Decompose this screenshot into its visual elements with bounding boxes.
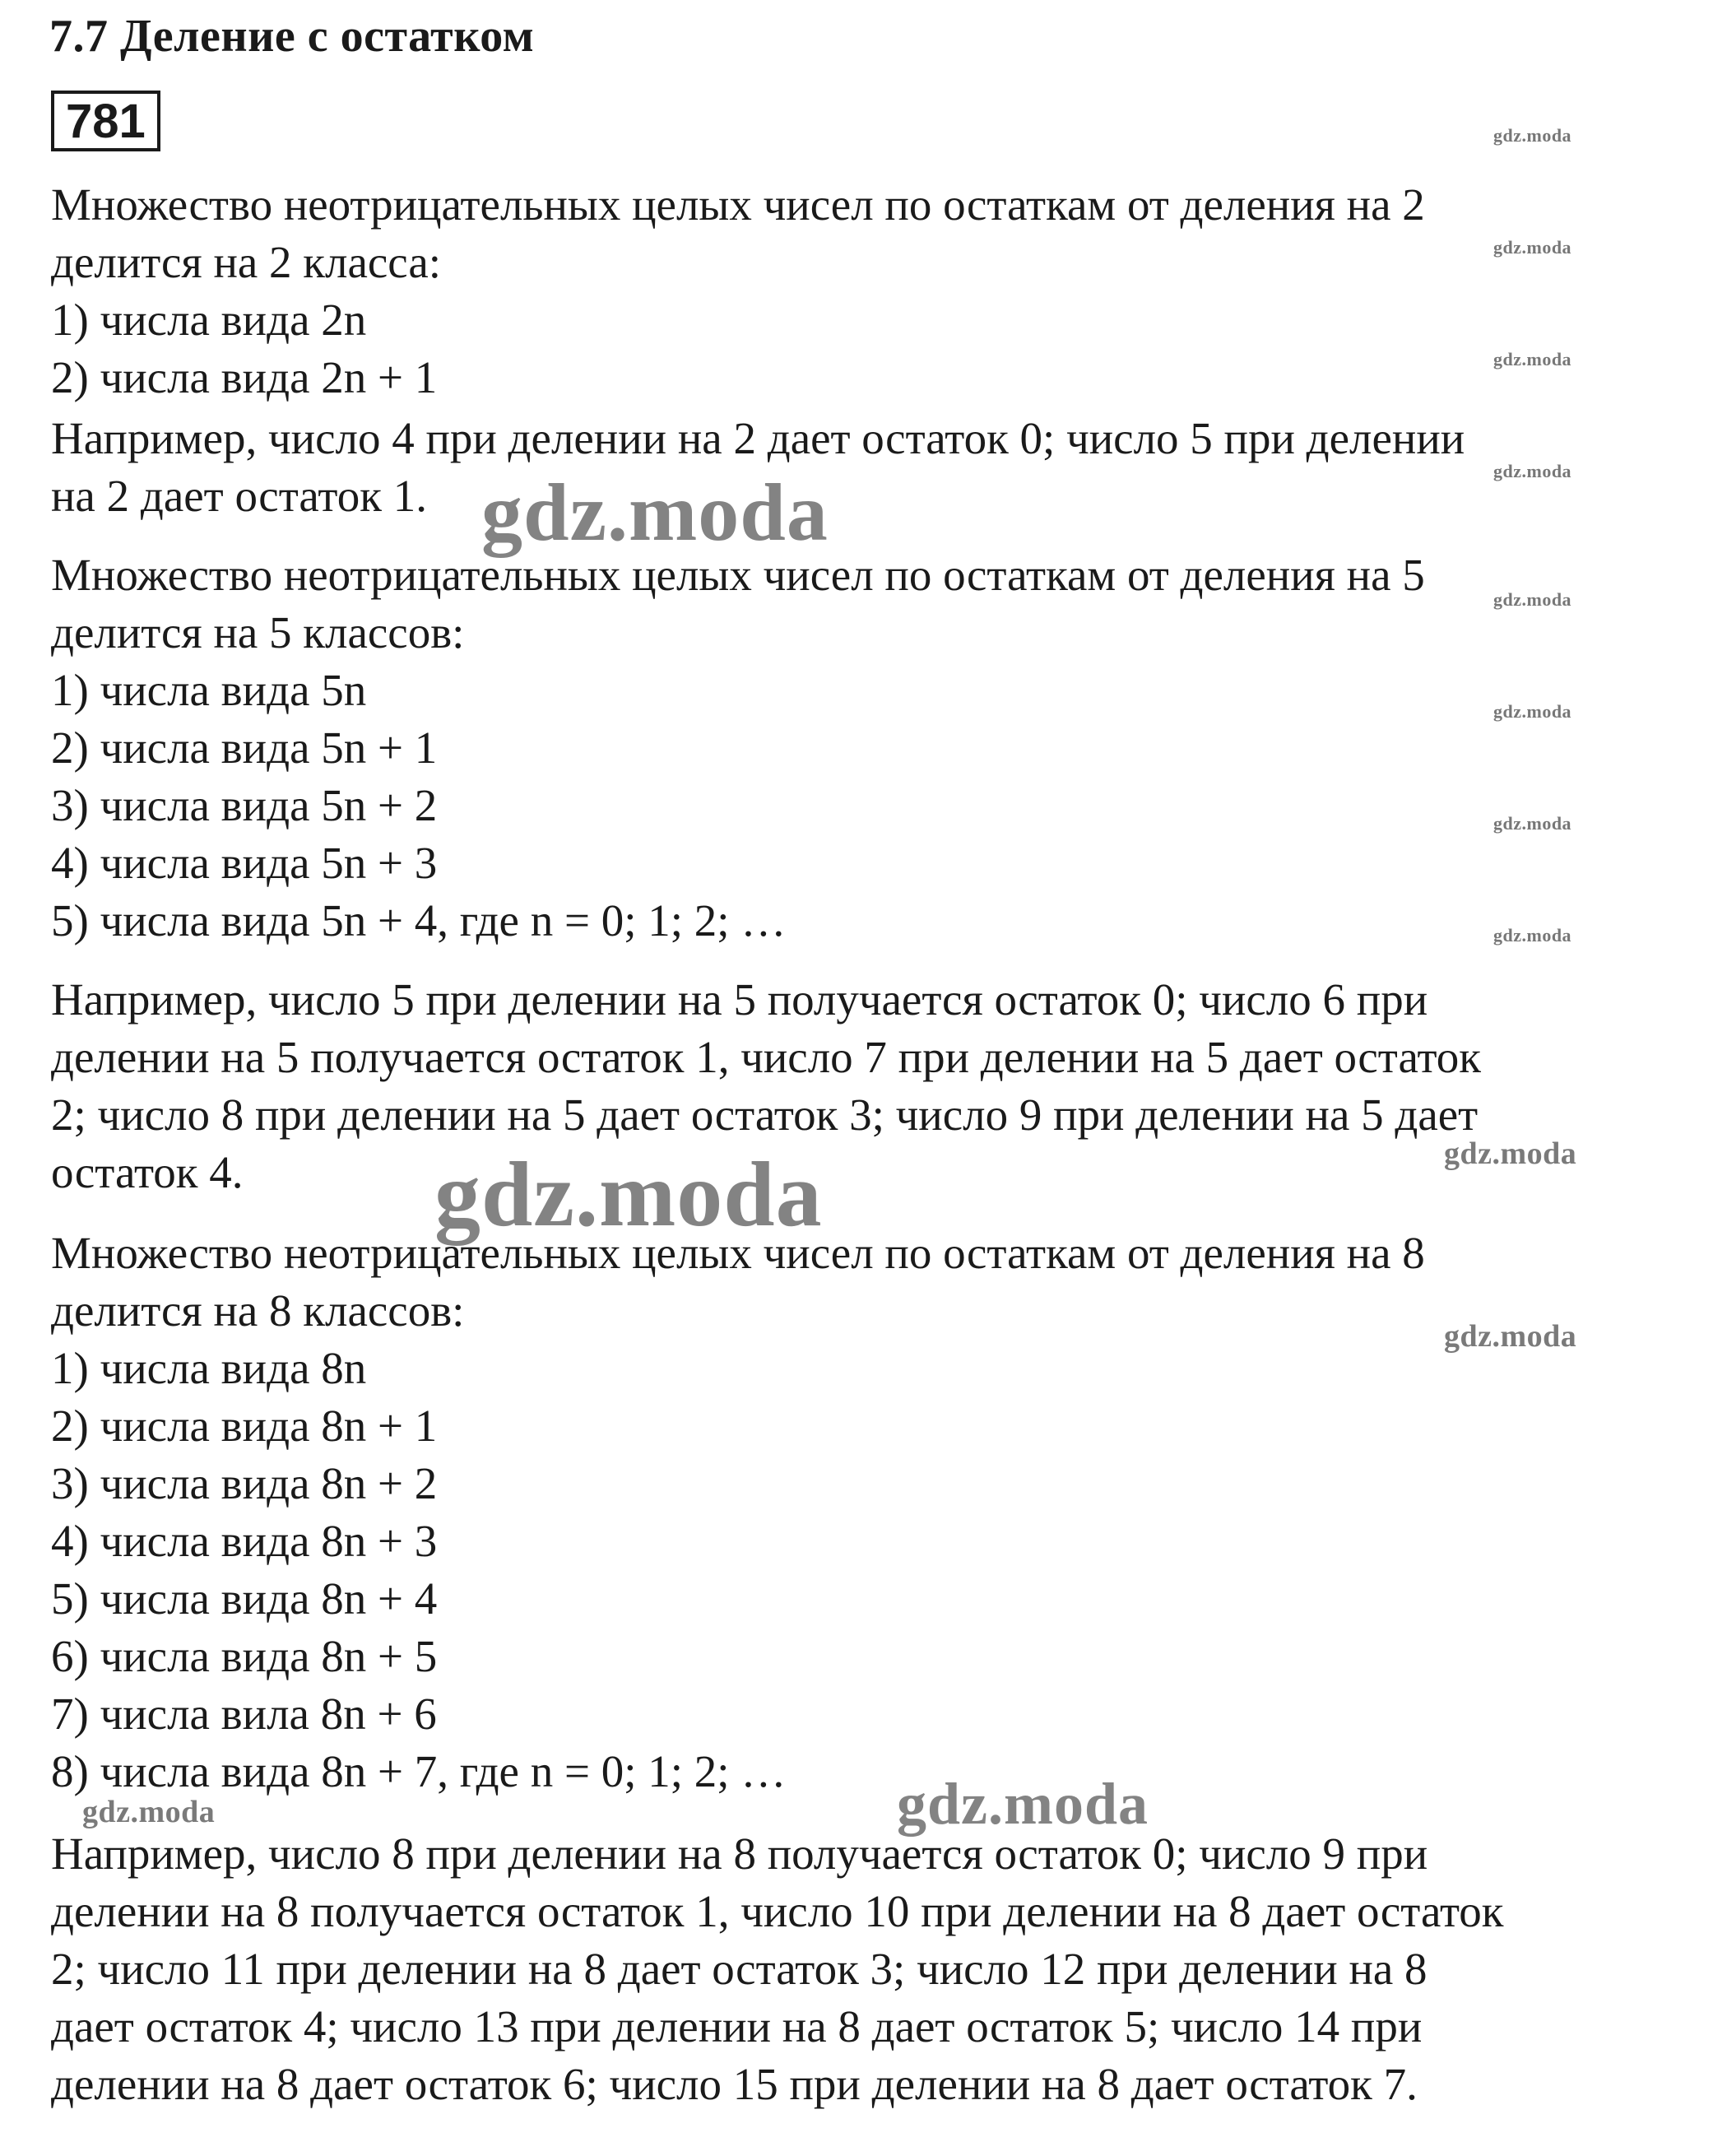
text-line: 1) числа вида 2n [51, 295, 367, 345]
watermark: gdz.moda [1493, 813, 1572, 834]
watermark: gdz.moda [1493, 349, 1572, 369]
text-line: Например, число 4 при делении на 2 дает остаток 0; число 5 при делении [51, 413, 1465, 463]
text-line: 4) числа вида 8n + 3 [51, 1516, 438, 1566]
text-line: 2; число 8 при делении на 5 дает остаток 3; число 9 при делении на 5 дает [51, 1090, 1479, 1140]
text-line: остаток 4. [51, 1147, 244, 1197]
text-line: 2) числа вида 2n + 1 [51, 352, 438, 402]
watermark: gdz.moda [897, 1771, 1149, 1837]
watermark: gdz.moda [1493, 125, 1572, 146]
text-line: 7) числа вила 8n + 6 [51, 1689, 437, 1739]
text-line: 2) числа вида 8n + 1 [51, 1401, 438, 1451]
watermark: gdz.moda [1444, 1319, 1577, 1354]
text-line: дает остаток 4; число 13 при делении на 8 дает остаток 5; число 14 при [51, 2001, 1423, 2051]
text-line: делении на 8 дает остаток 6; число 15 при делении на 8 дает остаток 7. [51, 2059, 1418, 2109]
text-line: Например, число 5 при делении на 5 получается остаток 0; число 6 при [51, 974, 1428, 1025]
watermark: gdz.moda [1493, 237, 1572, 258]
text-line: 2; число 11 при делении на 8 дает остаток 3; число 12 при делении на 8 [51, 1944, 1428, 1994]
text-line: 5) числа вида 5n + 4, где n = 0; 1; 2; … [51, 895, 787, 946]
text-line: 2) числа вида 5n + 1 [51, 723, 438, 773]
text-line: 1) числа вида 5n [51, 665, 367, 715]
text-line: 6) числа вида 8n + 5 [51, 1631, 438, 1681]
watermark: gdz.moda [1493, 589, 1572, 610]
text-line: 8) числа вида 8n + 7, где n = 0; 1; 2; … [51, 1746, 787, 1796]
text-line: на 2 дает остаток 1. [51, 471, 427, 521]
text-line: делении на 8 получается остаток 1, число 10 при делении на 8 дает остаток [51, 1886, 1504, 1936]
text-line: 1) числа вида 8n [51, 1343, 367, 1393]
section-heading: 7.7 Деление с остатком [49, 11, 535, 62]
text-line: 5) числа вида 8n + 4 [51, 1573, 438, 1624]
text-line: Множество неотрицательных целых чисел по остаткам от деления на 8 [51, 1228, 1425, 1278]
text-line: 3) числа вида 8n + 2 [51, 1458, 438, 1508]
task-number-box: 781 [51, 91, 160, 151]
text-line: делении на 5 получается остаток 1, число 7 при делении на 5 дает остаток [51, 1032, 1482, 1082]
text-line: Множество неотрицательных целых чисел по остаткам от деления на 2 [51, 179, 1425, 230]
watermark: gdz.moda [1493, 461, 1572, 481]
text-line: делится на 5 классов: [51, 607, 465, 657]
text-line: 4) числа вида 5n + 3 [51, 838, 438, 888]
watermark: gdz.moda [1493, 925, 1572, 946]
watermark: gdz.moda [1493, 701, 1572, 722]
text-line: 3) числа вида 5n + 2 [51, 780, 438, 830]
text-line: делится на 8 классов: [51, 1285, 465, 1336]
text-line: делится на 2 класса: [51, 237, 442, 287]
watermark: gdz.moda [82, 1795, 216, 1829]
watermark: gdz.moda [434, 1144, 823, 1246]
watermark: gdz.moda [481, 467, 829, 558]
watermark: gdz.moda [1444, 1136, 1577, 1171]
text-line: Множество неотрицательных целых чисел по остаткам от деления на 5 [51, 550, 1425, 600]
text-line: Например, число 8 при делении на 8 получается остаток 0; число 9 при [51, 1828, 1428, 1879]
